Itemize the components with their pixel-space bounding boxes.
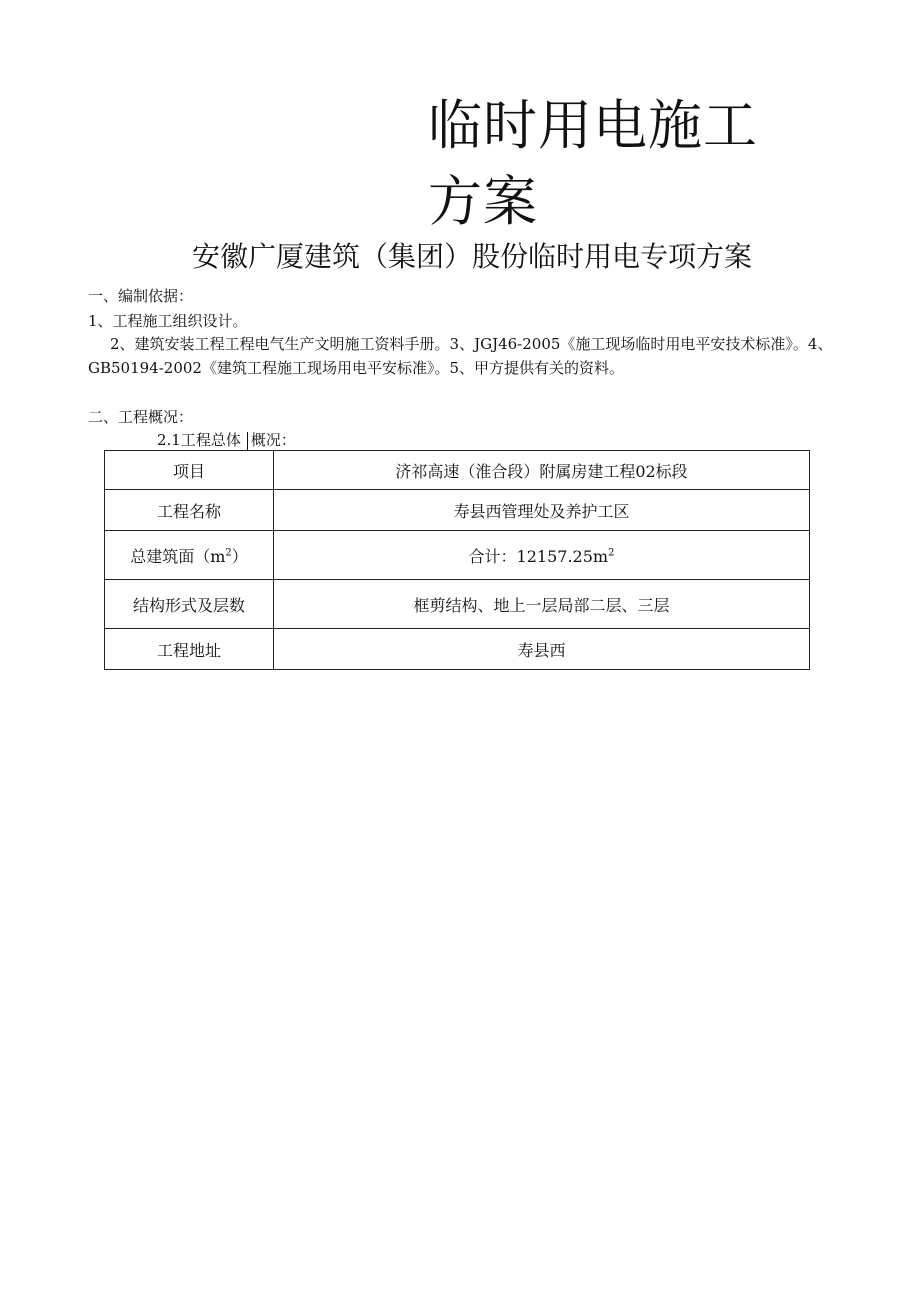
document-subtitle: 安徽广厦建筑（集团）股份临时用电专项方案 <box>192 240 753 273</box>
table-row <box>105 490 810 531</box>
table-label-cell <box>105 531 274 580</box>
table-label-cell: 结构形式及层数 <box>105 580 274 629</box>
area-label-superscript: 2 <box>225 547 232 559</box>
area-label-suffix: ） <box>231 546 248 566</box>
area-value-superscript: 2 <box>608 547 615 559</box>
table-value-cell <box>274 531 810 580</box>
table-value-cell: 寿县西管理处及养护工区 <box>274 490 810 531</box>
subsection-divider <box>247 432 248 450</box>
table-label-cell: 工程地址 <box>105 629 274 670</box>
table-label-cell: 工程名称 <box>105 490 274 531</box>
table-row <box>105 580 810 629</box>
subsection-heading <box>157 428 296 452</box>
table-row <box>105 451 810 490</box>
section-heading-overview: 二、工程概况： <box>88 408 194 426</box>
basis-item-1: 1、工程施工组织设计。 <box>88 312 248 330</box>
section-heading-basis: 一、编制依据： <box>88 287 194 305</box>
document-title-line-1: 临时用电施工 <box>428 94 758 157</box>
project-overview-table <box>104 450 810 670</box>
basis-items-paragraph: 2、建筑安装工程工程电气生产文明施工资料手册。3、JGJ46-2005《施工现场临时用电平安技术标准》。4、GB50194-2002《建筑工程施工现场用电平安标准》。5、甲方提供有关的资料。 <box>88 335 833 377</box>
subsection-heading-left: 2.1工程总体 <box>157 431 241 449</box>
table-row <box>105 629 810 670</box>
table-value-cell: 寿县西 <box>274 629 810 670</box>
table-row <box>105 531 810 580</box>
area-label-prefix: 总建筑面（m <box>130 546 226 566</box>
subsection-heading-right: 概况： <box>250 431 296 449</box>
table-value-cell: 框剪结构、地上一层局部二层、三层 <box>274 580 810 629</box>
document-title-line-2: 方案 <box>428 170 538 233</box>
area-value: 合计：12157.25m <box>468 546 609 566</box>
table-label-cell: 项目 <box>105 451 274 490</box>
table-value-cell: 济祁高速（淮合段）附属房建工程02标段 <box>274 451 810 490</box>
